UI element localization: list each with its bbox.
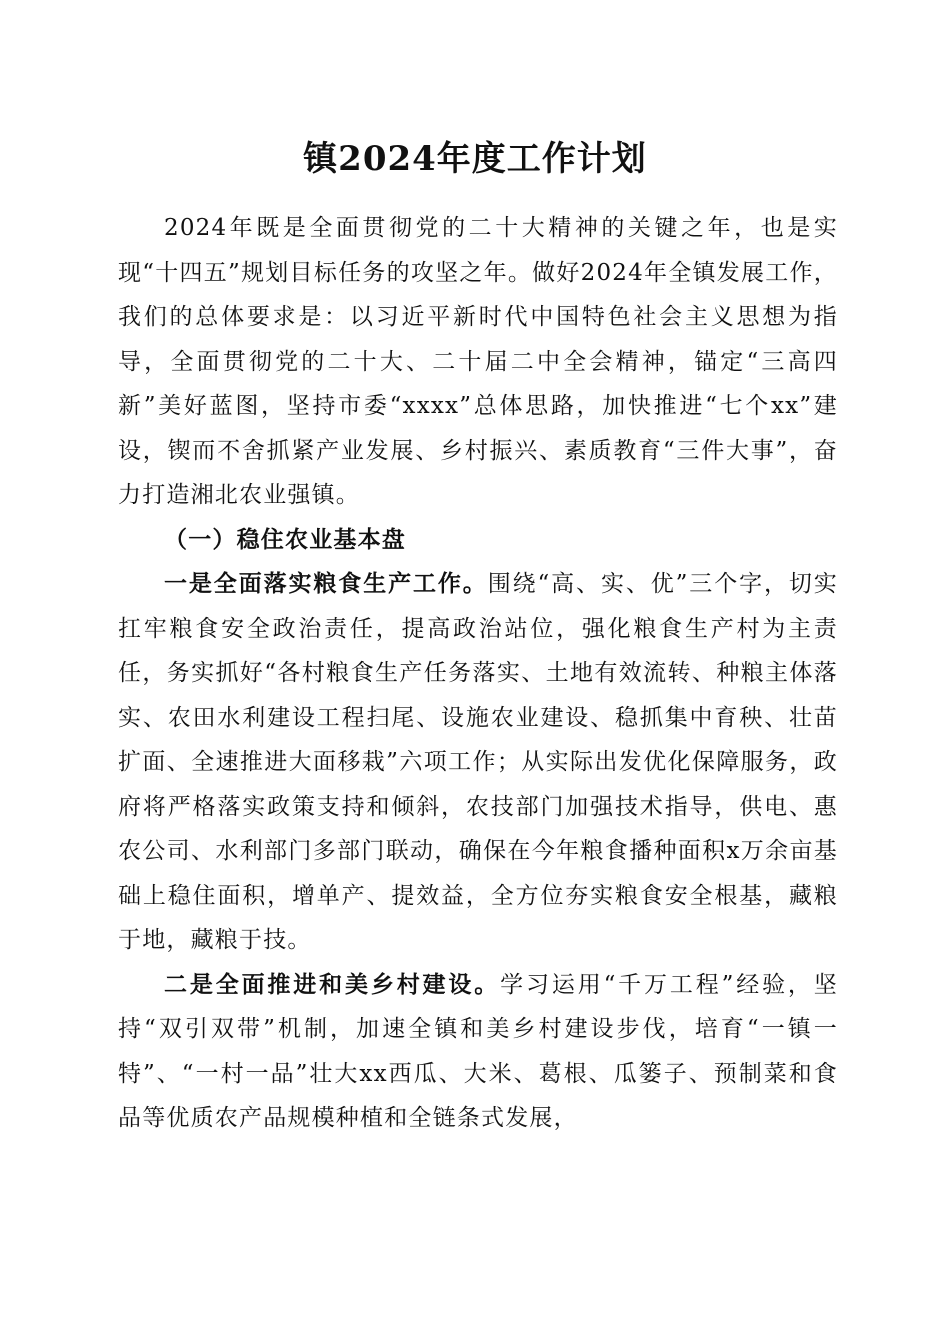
item-text-2: 学习运用“千万工程”经验，坚持“双引双带”机制，加速全镇和美乡村建设步伐，培育“一镇一特”、“一村一品”壮大xx西瓜、大米、葛根、瓜篓子、预制菜和食品等优质农产品规模种植和全链条式发展， bbox=[118, 971, 838, 1131]
item-paragraph-2 bbox=[118, 963, 838, 1141]
intro-paragraph: 2024年既是全面贯彻党的二十大精神的关键之年，也是实现“十四五”规划目标任务的攻坚之年。做好2024年全镇发展工作，我们的总体要求是：以习近平新时代中国特色社会主义思想为指导，全面贯彻党的二十大、二十届二中全会精神，锚定“三高四新”美好蓝图，坚持市委“xxxx”总体思路，加快推进“七个xx”建设，锲而不舍抓紧产业发展、乡村振兴、素质教育“三件大事”，奋力打造湘北农业强镇。 bbox=[118, 215, 838, 508]
item-lead-1: 一是全面落实粮食生产工作。 bbox=[164, 570, 488, 597]
section-heading: （一）稳住农业基本盘 bbox=[164, 525, 406, 553]
page-title: 镇2024年度工作计划 bbox=[303, 139, 647, 179]
item-paragraph-1 bbox=[118, 562, 838, 963]
item-text-1: 围绕“高、实、优”三个字，切实扛牢粮食安全政治责任，提高政治站位，强化粮食生产村为主责任，务实抓好“各村粮食生产任务落实、土地有效流转、种粮主体落实、农田水利建设工程扫尾、设施农业建设、稳抓集中育秧、壮苗扩面、全速推进大面移栽”六项工作；从实际出发优化保障服务，政府将严格落实政策支持和倾斜，农技部门加强技术指导，供电、惠农公司、水利部门多部门联动，确保在今年粮食播种面积x万余亩基础上稳住面积，增单产、提效益，全方位夯实粮食安全根基，藏粮于地，藏粮于技。 bbox=[118, 571, 838, 953]
document-body bbox=[118, 206, 838, 1141]
item-lead-2: 二是全面推进和美乡村建设。 bbox=[164, 970, 501, 998]
